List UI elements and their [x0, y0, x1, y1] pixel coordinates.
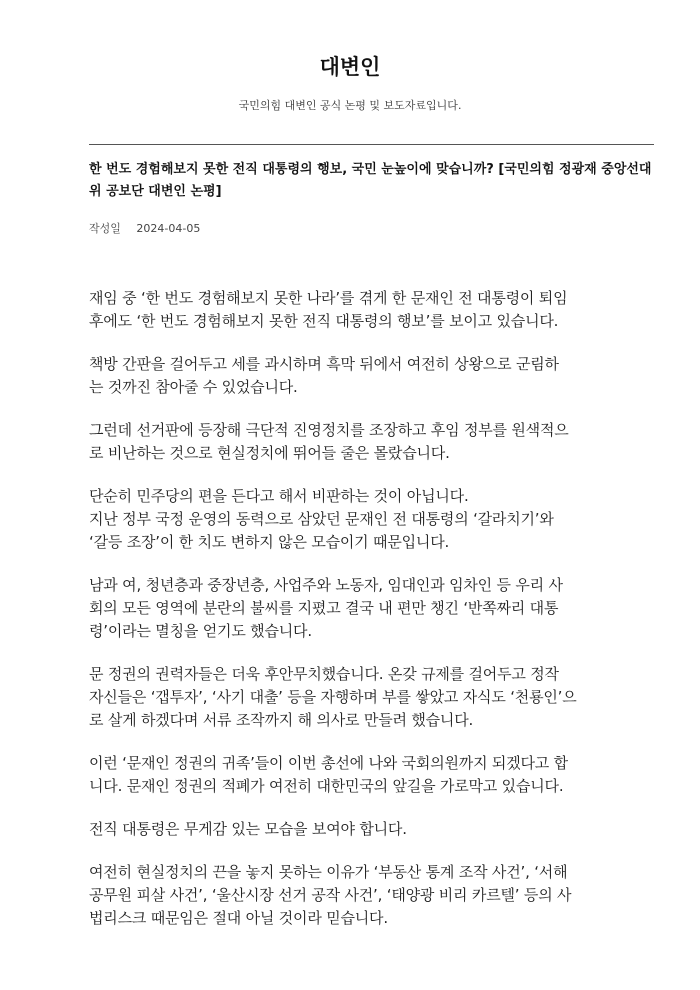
- site-description: 국민의힘 대변인 공식 논평 및 보도자료입니다.: [238, 99, 462, 112]
- paragraph-line: ‘갈등 조장’이 한 치도 변하지 않은 모습이기 때문입니다.: [89, 533, 450, 551]
- site-header: [0, 0, 700, 112]
- paragraph-line: 지난 정부 국정 운영의 동력으로 삼았던 문재인 전 대통령의 ‘갈라치기’와: [89, 510, 554, 528]
- paragraph-line: 이런 ‘문재인 정권의 귀족’들이 이번 총선에 나와 국회의원까지 되겠다고 합: [89, 754, 568, 772]
- article-paragraph: [89, 663, 654, 732]
- paragraph-line: 로 비난하는 것으로 현실정치에 뛰어들 줄은 몰랐습니다.: [89, 444, 450, 462]
- article-paragraph: [89, 353, 654, 399]
- post-date: 2024-04-05: [136, 222, 201, 235]
- paragraph-line: 여전히 현실정치의 끈을 놓지 못하는 이유가 ‘부동산 통계 조작 사건’, ‘서해: [89, 863, 568, 881]
- paragraph-line: 단순히 민주당의 편을 든다고 해서 비판하는 것이 아닙니다.: [89, 487, 469, 505]
- article-paragraph: [89, 818, 654, 841]
- paragraph-line: 후에도 ‘한 번도 경험해보지 못한 전직 대통령의 행보’를 보이고 있습니다.: [89, 312, 559, 330]
- article-paragraph: [89, 574, 654, 643]
- paragraph-line: 그런데 선거판에 등장해 극단적 진영정치를 조장하고 후임 정부를 원색적으: [89, 421, 569, 439]
- paragraph-line: 책방 간판을 걸어두고 세를 과시하며 흑막 뒤에서 여전히 상왕으로 군림하: [89, 355, 559, 373]
- paragraph-line: 회의 모든 영역에 분란의 불씨를 지폈고 결국 내 편만 챙긴 ‘반쪽짜리 대통: [89, 599, 559, 617]
- article-body: [89, 287, 654, 930]
- paragraph-line: 는 것까진 참아줄 수 있었습니다.: [89, 378, 298, 396]
- paragraph-line: 법리스크 때문임은 절대 아닐 것이라 믿습니다.: [89, 909, 388, 927]
- paragraph-line: 남과 여, 청년층과 중장년층, 사업주와 노동자, 임대인과 임차인 등 우리 사: [89, 576, 563, 594]
- paragraph-line: 공무원 피살 사건’, ‘울산시장 선거 공작 사건’, ‘태양광 비리 카르텔’ 등의 사: [89, 886, 572, 904]
- article-title: 한 번도 경험해보지 못한 전직 대통령의 행보, 국민 눈높이에 맞습니까? [국민의힘 정광재 중앙선대위 공보단 대변인 논평]: [89, 162, 652, 199]
- date-label: 작성일: [89, 222, 121, 235]
- paragraph-line: 문 정권의 권력자들은 더욱 후안무치했습니다. 온갖 규제를 걸어두고 정작: [89, 665, 559, 683]
- article-meta: [89, 222, 654, 236]
- paragraph-line: 로 살게 하겠다며 서류 조작까지 해 의사로 만들려 했습니다.: [89, 711, 474, 729]
- article-paragraph: [89, 419, 654, 465]
- paragraph-line: 자신들은 ‘갭투자’, ‘사기 대출’ 등을 자행하며 부를 쌓았고 자식도 ‘천룡인’으: [89, 688, 577, 706]
- article-paragraph: [89, 485, 654, 554]
- article-paragraph: [89, 287, 654, 333]
- header-divider: [89, 144, 654, 145]
- article-paragraph: [89, 861, 654, 930]
- paragraph-line: 령’이라는 멸칭을 얻기도 했습니다.: [89, 622, 312, 640]
- site-title[interactable]: 대변인: [319, 55, 381, 79]
- article: [89, 159, 654, 930]
- paragraph-line: 재임 중 ‘한 번도 경험해보지 못한 나라’를 겪게 한 문재인 전 대통령이 퇴임: [89, 289, 568, 307]
- article-paragraph: [89, 752, 654, 798]
- paragraph-line: 전직 대통령은 무게감 있는 모습을 보여야 합니다.: [89, 820, 407, 838]
- paragraph-line: 니다. 문재인 정권의 적폐가 여전히 대한민국의 앞길을 가로막고 있습니다.: [89, 777, 564, 795]
